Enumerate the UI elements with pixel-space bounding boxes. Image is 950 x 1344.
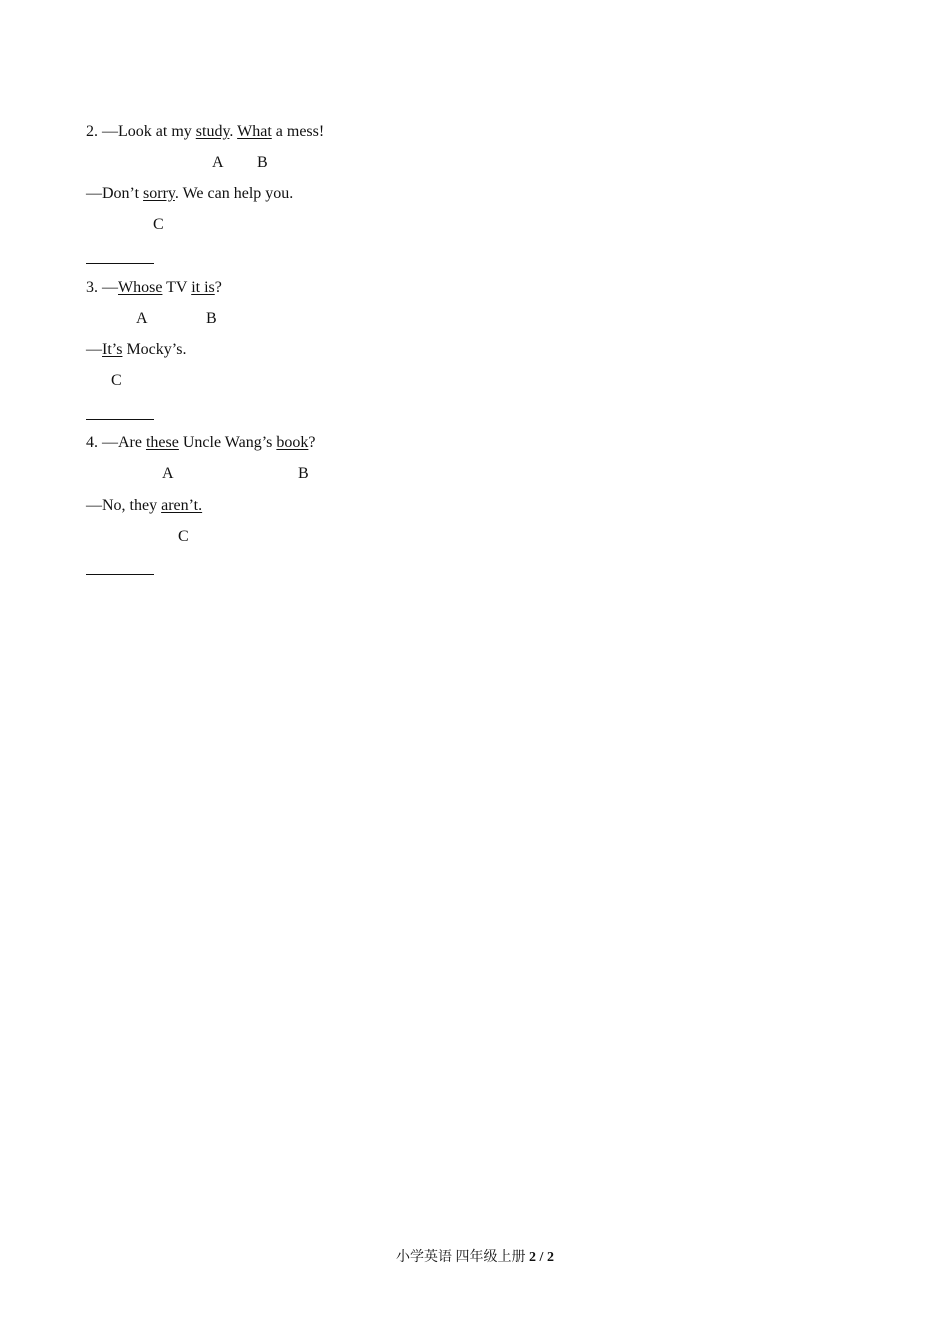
option-label-c: C	[153, 216, 164, 233]
page-total: 2	[546, 1250, 554, 1265]
option-label-a: A	[136, 310, 148, 327]
option-label-c: C	[111, 372, 122, 389]
question-2-line-2: —Don’t sorry. We can help you.	[86, 185, 294, 202]
option-label-c: C	[178, 528, 189, 545]
answer-blank-2	[86, 263, 154, 264]
answer-blank-3	[86, 419, 154, 420]
question-3-line-1: 3. —Whose TV it is?	[86, 279, 222, 296]
option-label-a: A	[212, 154, 224, 171]
option-label-b: B	[206, 310, 217, 327]
question-3-line-2: —It’s Mocky’s.	[86, 341, 187, 358]
option-label-b: B	[298, 465, 309, 482]
option-label-b: B	[257, 154, 268, 171]
footer-subject: 小学英语	[396, 1250, 453, 1265]
page-footer	[0, 1246, 950, 1266]
question-2-line-1: 2. —Look at my study. What a mess!	[86, 123, 325, 140]
page-separator: /	[539, 1250, 544, 1265]
answer-blank-4	[86, 574, 154, 575]
option-label-a: A	[162, 465, 174, 482]
page-number: 2	[529, 1250, 537, 1265]
question-4-line-1: 4. —Are these Uncle Wang’s book?	[86, 434, 316, 451]
footer-grade: 四年级上册	[455, 1250, 526, 1265]
question-4-line-2: —No, they aren’t.	[86, 497, 203, 514]
